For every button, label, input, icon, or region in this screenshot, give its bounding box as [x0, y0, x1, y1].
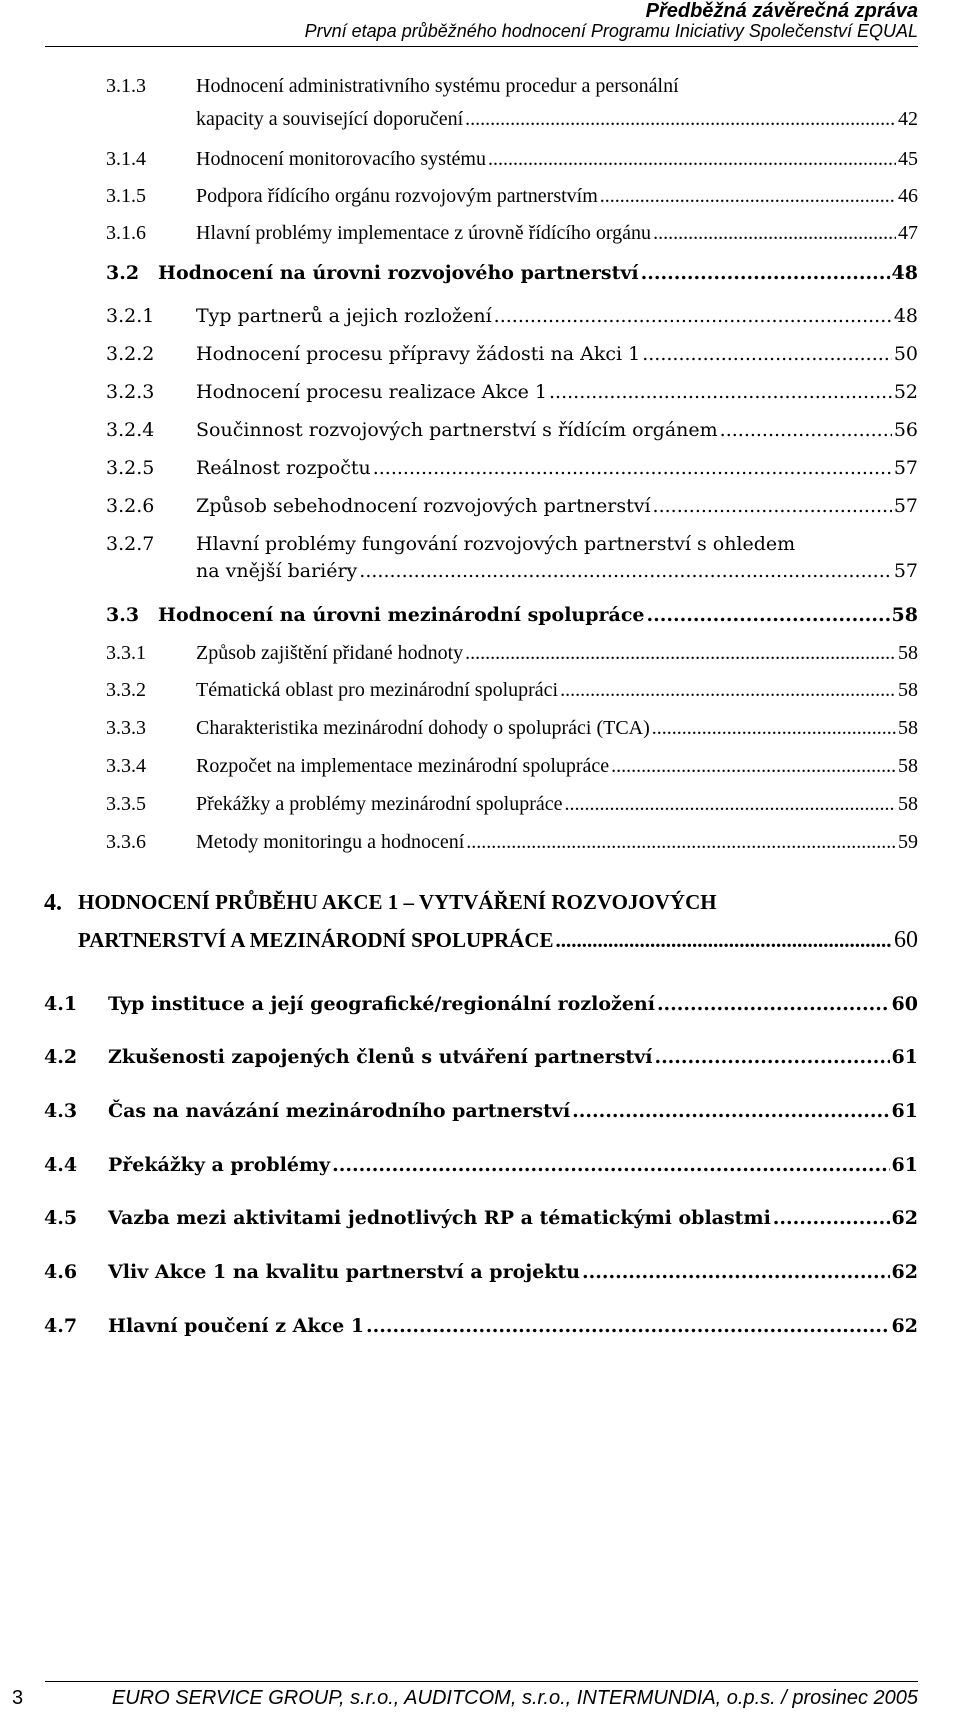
toc-number: 3.2.2 [106, 343, 155, 365]
toc-page: 62 [891, 1315, 918, 1337]
toc-entry-3-2-7[interactable] [0, 531, 918, 587]
toc-number: 4.2 [44, 1046, 78, 1068]
toc-leader [332, 1152, 889, 1178]
toc-title-line1: Hlavní problémy fungování rozvojových partnerství s ohledem [196, 533, 796, 555]
toc-number: 3.2.5 [106, 457, 155, 479]
toc-page: 58 [898, 755, 918, 777]
toc-title: Tématická oblast pro mezinárodní spolupráci [196, 679, 559, 701]
toc-entry-4[interactable] [0, 890, 918, 960]
toc-number: 4.1 [44, 993, 78, 1015]
toc-title: Vliv Akce 1 na kvalitu partnerství a projektu [108, 1261, 580, 1283]
toc-number: 4.6 [44, 1261, 78, 1283]
toc-page: 42 [898, 108, 918, 130]
toc-number: 3.3.2 [106, 679, 146, 701]
toc-title: Hlavní poučení z Akce 1 [108, 1315, 365, 1337]
toc-leader [652, 715, 896, 741]
toc-page: 56 [893, 419, 918, 441]
toc-number: 3.3.4 [106, 755, 146, 777]
toc-number: 3.1.6 [106, 222, 146, 244]
toc-title-line1: Hodnocení administrativního systému procedur a personální [196, 75, 679, 97]
toc-page: 61 [891, 1154, 918, 1176]
toc-leader [366, 1313, 890, 1339]
toc-page: 57 [893, 495, 918, 517]
toc-leader [657, 991, 890, 1017]
toc-number: 3.2.6 [106, 495, 155, 517]
toc-page: 45 [898, 148, 918, 170]
toc-leader [773, 1205, 890, 1231]
toc-page: 57 [893, 457, 918, 479]
page-footer [0, 1683, 960, 1713]
toc-title: Hodnocení na úrovni mezinárodní spolupráce [158, 604, 645, 626]
footer-text: EURO SERVICE GROUP, s.r.o., AUDITCOM, s.r.o., INTERMUNDIA, o.p.s. / prosinec 2005 [111, 1687, 918, 1709]
toc-leader [466, 829, 896, 855]
toc-number: 3.3.3 [106, 717, 146, 739]
toc-title: Způsob zajištění přidané hodnoty [196, 642, 464, 664]
toc-number: 3.2.7 [106, 533, 155, 555]
toc-number: 3.2.3 [106, 381, 155, 403]
toc-number: 3.2.1 [106, 305, 155, 327]
toc-page: 58 [891, 604, 918, 626]
toc-title: Reálnost rozpočtu [196, 457, 371, 479]
toc-leader [582, 1259, 890, 1285]
toc-title: Překážky a problémy [108, 1154, 331, 1176]
toc-leader [653, 493, 892, 519]
toc-title-line1: HODNOCENÍ PRŮBĚHU AKCE 1 – VYTVÁŘENÍ ROZVOJOVÝCH [78, 890, 717, 914]
toc-page: 60 [894, 927, 918, 953]
toc-title: Podpora řídícího orgánu rozvojovým partnerstvím [196, 185, 598, 207]
toc-title: Rozpočet na implementace mezinárodní spolupráce [196, 755, 610, 777]
toc-title: Metody monitoringu a hodnocení [196, 831, 465, 853]
toc-number: 4.4 [44, 1154, 78, 1176]
toc-page: 50 [893, 343, 918, 365]
toc-page: 57 [893, 560, 918, 582]
toc-page: 58 [898, 717, 918, 739]
toc-title: Hodnocení monitorovacího systému [196, 148, 486, 170]
toc-number: 3.3.5 [106, 793, 146, 815]
toc-number: 4.3 [44, 1100, 78, 1122]
toc-leader [572, 1098, 889, 1124]
toc-leader [560, 677, 896, 703]
toc-leader [565, 791, 896, 817]
page-number: 3 [12, 1687, 24, 1709]
toc-leader [647, 602, 890, 628]
toc-leader [611, 753, 896, 779]
toc-title: Typ instituce a její geografické/regionální rozložení [108, 993, 655, 1015]
toc-title: Charakteristika mezinárodní dohody o spolupráci (TCA) [196, 717, 650, 739]
toc-leader [720, 417, 892, 443]
toc-title: Čas na navázání mezinárodního partnerství [108, 1100, 571, 1122]
toc-title: Vazba mezi aktivitami jednotlivých RP a tématickými oblastmi [108, 1207, 771, 1229]
toc-title: Způsob sebehodnocení rozvojových partnerství [196, 495, 651, 517]
toc-number: 3.1.4 [106, 148, 146, 170]
header-subtitle: První etapa průběžného hodnocení Programu Iniciativy Společenství EQUAL [304, 21, 918, 41]
toc-title: Zkušenosti zapojených členů s utváření partnerství [108, 1046, 653, 1068]
toc-title: Typ partnerů a jejich rozložení [196, 305, 492, 327]
toc-leader [653, 220, 896, 246]
toc-page: 47 [898, 222, 918, 244]
toc-title: Hlavní problémy implementace z úrovně řídícího orgánu [196, 222, 652, 244]
toc-number: 3.2.4 [106, 419, 155, 441]
toc-page: 60 [891, 993, 918, 1015]
footer-rule [45, 1681, 918, 1682]
toc-number: 4.7 [44, 1315, 78, 1337]
toc-entry-3-1-3[interactable] [0, 73, 918, 133]
toc-page: 58 [898, 642, 918, 664]
header-title: Předběžná závěrečná zpráva [645, 0, 918, 22]
toc-page: 62 [891, 1261, 918, 1283]
toc-page: 52 [893, 381, 918, 403]
toc-page: 59 [898, 831, 918, 853]
toc-number: 4.5 [44, 1207, 78, 1229]
toc-page: 62 [891, 1207, 918, 1229]
toc-leader [373, 455, 892, 481]
toc-leader [600, 183, 896, 209]
toc-leader [465, 640, 896, 666]
toc-title: Překážky a problémy mezinárodní spolupráce [196, 793, 563, 815]
toc-leader [642, 341, 892, 367]
toc-page: 48 [893, 305, 918, 327]
toc-leader [359, 558, 892, 584]
toc-leader [654, 1044, 889, 1070]
toc-number: 3.3 [106, 604, 140, 626]
toc-title: Hodnocení procesu přípravy žádosti na Akci 1 [196, 343, 641, 365]
toc-number: 3.3.1 [106, 642, 146, 664]
toc-leader [556, 928, 892, 953]
toc-page: 58 [898, 679, 918, 701]
toc-leader [549, 379, 892, 405]
toc-leader [488, 146, 896, 172]
toc-page: 61 [891, 1100, 918, 1122]
toc-number: 3.2 [106, 262, 140, 284]
toc-title-line2: kapacity a související doporučení [196, 108, 464, 130]
toc-leader [641, 260, 890, 286]
toc-number: 3.3.6 [106, 831, 146, 853]
toc-title: Hodnocení procesu realizace Akce 1 [196, 381, 547, 403]
toc-leader [465, 106, 896, 132]
toc-number: 3.1.5 [106, 185, 146, 207]
toc-page: 58 [898, 793, 918, 815]
toc-number: 4. [44, 890, 62, 916]
toc-title-line2: na vnější bariéry [196, 560, 358, 582]
toc-page: 61 [891, 1046, 918, 1068]
toc-leader [494, 303, 892, 329]
toc-page: 48 [891, 262, 918, 284]
toc-title: Součinnost rozvojových partnerství s řídícím orgánem [196, 419, 718, 441]
toc-page: 46 [898, 185, 918, 207]
toc-number: 3.1.3 [106, 75, 146, 97]
toc-title-line2: PARTNERSTVÍ A MEZINÁRODNÍ SPOLUPRÁCE [78, 928, 554, 952]
toc-title: Hodnocení na úrovni rozvojového partnerství [158, 262, 639, 284]
